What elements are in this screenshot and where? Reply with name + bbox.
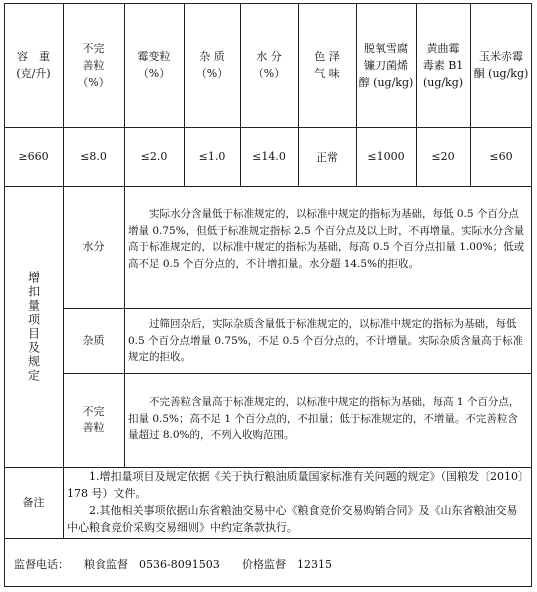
standard-moisture: ≤14.0 (252, 150, 286, 163)
header-don (356, 3, 416, 127)
rules-sublabel-divider (124, 186, 125, 467)
header-imperfect-line3: （%） (77, 75, 110, 89)
header-capacity (4, 3, 63, 127)
header-zearalenone (470, 3, 532, 127)
header-moisture (240, 3, 298, 127)
header-aflatoxin (416, 3, 470, 127)
header-moldy-line1: 霉变粒 (137, 50, 171, 63)
standard-don: ≤1000 (367, 150, 405, 163)
header-color-odor-line1: 色 泽 (314, 50, 340, 63)
header-impurity-line2: （%） (195, 67, 229, 80)
header-aflatoxin-line1: 黄曲霉 (426, 41, 460, 55)
header-impurity (184, 3, 240, 127)
footer-price-hotline: 价格监督 12315 (242, 558, 332, 571)
rule-imperfect-text: 不完善粒含量高于标准规定的，以标准中规定的指标为基础，每高 1 个百分点，扣量 0.5%；高不足 1 个百分点的，不扣量；低于标准规定的，不增量。不完善粒含量超过 8.0%的，不列入收购范围。 (128, 396, 520, 441)
standard-capacity: ≥660 (18, 150, 49, 163)
header-aflatoxin-line2: 毒素 B1 (422, 58, 464, 72)
header-moldy-line2: （%） (137, 67, 171, 80)
header-color-odor (298, 3, 356, 127)
header-don-line1: 脱氧雪腐 (364, 41, 408, 55)
header-moisture-line2: （%） (252, 67, 286, 80)
rule-moisture-label: 水分 (82, 240, 105, 253)
header-color-odor-line2: 气 味 (314, 67, 340, 80)
notes-label-divider (63, 467, 64, 538)
rule-imperfect-label-line1: 不完 (82, 405, 105, 418)
note-item-2: 2.其他相关事项依据山东省粮油交易中心《粮食竞价交易购销合同》及《山东省粮油交易中心粮食竞价采购交易细则》中约定条款执行。 (67, 504, 518, 534)
rule-notes-bottom (4, 538, 532, 539)
rule-imperfect-label-line2: 善粒 (82, 421, 105, 434)
header-impurity-line1: 杂 质 (199, 50, 225, 63)
standard-zearalenone: ≤60 (489, 150, 513, 163)
header-zearalenone-line1: 玉米赤霉 (479, 50, 523, 63)
rule-impurity-bottom (63, 373, 532, 374)
header-aflatoxin-line3: (ug/kg) (422, 75, 464, 89)
header-don-line3: 醇 (ug/kg) (358, 75, 414, 89)
header-moldy (124, 3, 184, 127)
notes-label: 备注 (22, 495, 45, 509)
rule-moisture-text: 实际水分含量低于标准规定的，以标准中规定的指标为基础，每低 0.5 个百分点增量 0.75%，但低于标准规定指标 2.5 个百分点及以上时，不再增量。实际水分含量高于标准规定的，以标准中规定的指标为基础，每高 0.5 个百分点扣量 1.00%；低或高不足 0.5 个百分点的，不计增扣量。水分超 14.5%的拒收。 (128, 208, 525, 270)
footer-label: 监督电话： (14, 558, 69, 571)
rules-section-label (4, 186, 63, 467)
rule-imperfect-label (63, 373, 124, 467)
standard-color-odor: 正常 (316, 150, 338, 164)
standard-imperfect: ≤8.0 (80, 150, 107, 163)
standard-impurity: ≤1.0 (198, 150, 226, 163)
header-imperfect-line1: 不完 (82, 41, 105, 55)
note-item-1: 1.增扣量项目及规定依据《关于执行粮油质量国家标准有关问题的规定》（国粮发〔2010〕178 号）文件。 (67, 470, 524, 500)
rule-moisture-bottom (63, 308, 532, 309)
footer-grain-hotline: 粮食监督 0536-8091503 (84, 558, 220, 571)
header-moisture-line1: 水 分 (256, 50, 282, 63)
header-zearalenone-line2: 酮 (ug/kg) (473, 67, 529, 80)
rule-impurity-text: 过筛回杂后，实际杂质含量低于标准规定的，以标准中规定的指标为基础，每低 0.5 个百分点增量 0.75%，不足 0.5 个百分点的，不计增量。实际杂质含量高于标准规定的拒收。 (128, 318, 524, 363)
standard-aflatoxin: ≤20 (431, 150, 455, 163)
standard-moldy: ≤2.0 (140, 150, 168, 163)
header-capacity-line1: 容 重 (17, 50, 50, 63)
header-imperfect (63, 3, 124, 127)
header-don-line2: 镰刀菌烯 (364, 58, 408, 72)
rule-impurity-label: 杂质 (82, 333, 105, 347)
header-imperfect-line2: 善粒 (82, 58, 105, 72)
header-capacity-line2: (克/升) (16, 67, 51, 80)
rules-section-label-text: 增扣量项目及规定 (26, 270, 41, 383)
